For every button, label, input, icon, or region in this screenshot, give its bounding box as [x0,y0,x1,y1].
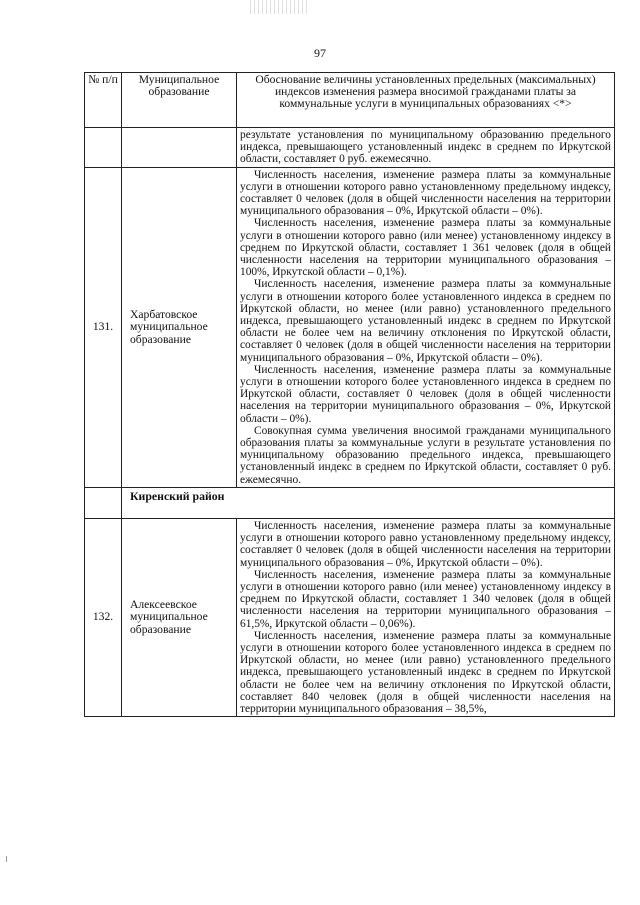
table-row-132 [85,518,615,716]
district-name: Киренский район [122,487,615,518]
paragraph: Совокупная сумма увеличения вносимой гражданами муниципального образования платы за коммунальные услуги в результате установления по муниципальному образованию предельного индекса, превышающего установленный индекс в среднем по Иркутской области, составляет 0 руб. ежемесячно. [240,424,611,486]
paragraph: Численность населения, изменение размера платы за коммунальные услуги в отношении которого равно установленному предельному индексу, составляет 0 человек (доля в общей численности населения на территории муниципального образования – 0%, Иркутской области – 0%). [240,168,611,218]
paragraph: Численность населения, изменение размера платы за коммунальные услуги в отношении которого равно (или менее) установленному индексу в среднем по Иркутской области, составляет 1 361 человек (доля в общей численности населения на территории муниципального образования – 100%, Иркутской области – 0,1%). [240,217,611,279]
table-header-row [85,73,615,128]
justification-cell [237,128,615,168]
margin-mark [6,856,13,862]
page-number: 97 [314,46,326,60]
row-number: 132. [85,518,122,716]
justification-cell [237,167,615,487]
justification-cell [237,518,615,716]
municipal-index-table [84,72,615,717]
paragraph: Численность населения, изменение размера платы за коммунальные услуги в отношении которого более установленного индекса в среднем по Иркутской области, но менее (или равно) установленного предельного индекса, превышающего установленный индекс в среднем по Иркутской области не более чем на величину отклонения по Иркутской области, составляет 840 человек (доля в общей численности населения на территории муниципального образования – 38,5%, [240,629,611,715]
header-justification: Обоснование величины установленных предельных (максимальных) индексов изменения размера вносимой гражданами платы за коммунальные услуги в муниципальных образованиях <*> [237,73,615,128]
municipality-name: Алексеевское муниципальное образование [122,518,237,716]
municipality-name: Харбатовское муниципальное образование [122,167,237,487]
scan-artifact [250,0,310,14]
paragraph: Численность населения, изменение размера платы за коммунальные услуги в отношении которого равно установленному предельному индексу, составляет 0 человек (доля в общей численности населения на территории муниципального образования – 0%, Иркутской области – 0%). [240,519,611,569]
table-row-131 [85,167,615,487]
row-number: 131. [85,167,122,487]
table-row-continuation [85,128,615,168]
paragraph: Численность населения, изменение размера платы за коммунальные услуги в отношении которого более установленного индекса в среднем по Иркутской области, но менее (или равно) установленного предельного индекса, превышающего установленный индекс в среднем по Иркутской области не более чем на величину отклонения по Иркутской области, составляет 0 человек (доля в общей численности населения на территории муниципального образования – 0%, Иркутской области – 0%). [240,278,611,364]
paragraph: Численность населения, изменение размера платы за коммунальные услуги в отношении которого равно (или менее) установленному индексу в среднем по Иркутской области, составляет 1 340 человек (доля в общей численности населения на территории муниципального образования – 61,5%, Иркутской области – 0,06%). [240,568,611,630]
header-municipality: Муниципальное образование [122,73,237,128]
paragraph: Численность населения, изменение размера платы за коммунальные услуги в отношении которого более установленного индекса в среднем по Иркутской области, составляет 0 человек (доля в общей численности населения на территории муниципального образования – 0%, Иркутской области – 0%). [240,363,611,425]
district-row [85,487,615,518]
paragraph: результате установления по муниципальному образованию предельного индекса, превышающего установленный индекс в среднем по Иркутской области, составляет 0 руб. ежемесячно. [240,129,611,166]
header-number: № п/п [85,73,122,128]
